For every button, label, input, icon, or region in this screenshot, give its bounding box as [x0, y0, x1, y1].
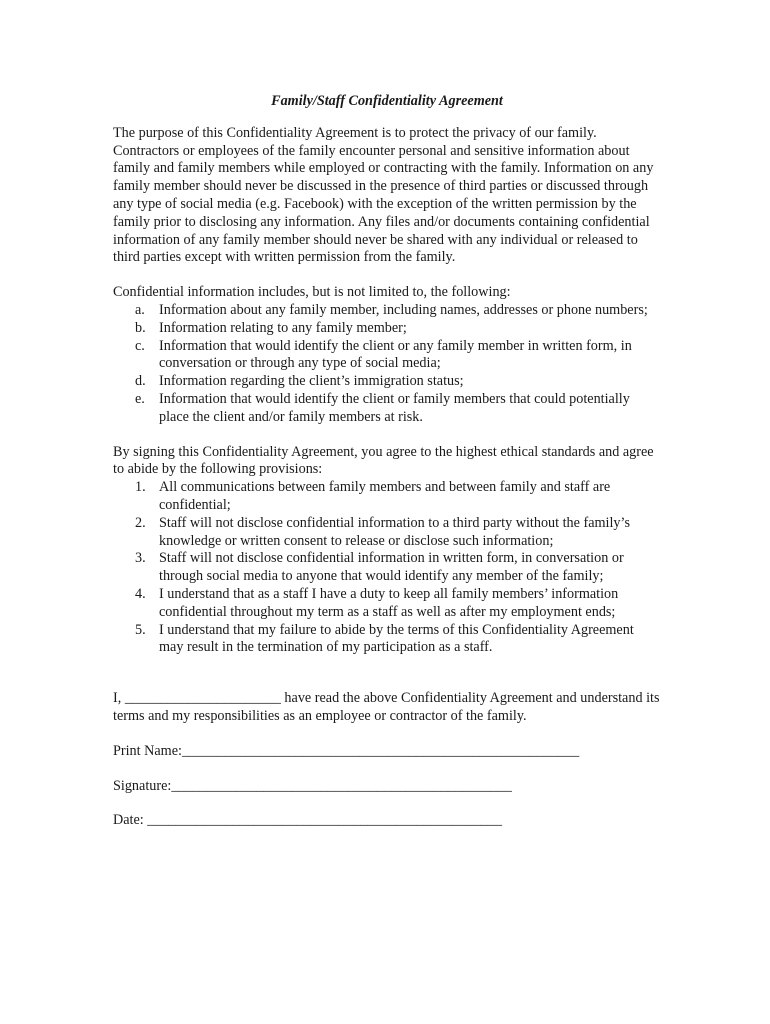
- print-name-field: Print Name:________________________________________________________: [113, 742, 580, 759]
- list-item-text: I understand that my failure to abide by the terms of this Confidentiality Agreement may result in the termination of my participation as a staff.: [159, 621, 634, 656]
- list-marker: 4.: [135, 585, 146, 602]
- list-marker: 3.: [135, 550, 146, 567]
- provisions-list: [113, 479, 661, 657]
- list-marker: a.: [135, 301, 145, 318]
- list-item-text: Information that would identify the client or any family member in written form, in conversation or through any type of social media;: [159, 337, 632, 372]
- list-item-text: Information about any family member, including names, addresses or phone numbers;: [159, 301, 648, 318]
- list-marker: 2.: [135, 514, 146, 531]
- purpose-paragraph: The purpose of this Confidentiality Agreement is to protect the privacy of our family. Contractors or employees of the family encounter personal and sensitive information about family and family members while employed or contracting with the family. Information on any family member should never be discussed in the presence of third parties or discussed through any type of social media (e.g. Facebook) with the exception of the written permission by the family prior to disclosing any information. Any files and/or documents containing confidential information of any family member should never be shared with any individual or released to third parties except with written permission from the family.: [113, 124, 654, 266]
- list-item-text: I understand that as a staff I have a duty to keep all family members’ information confidential throughout my term as a staff as well as after my employment ends;: [159, 585, 619, 620]
- list-item: [113, 302, 661, 320]
- list-item-text: Information relating to any family member;: [159, 319, 407, 336]
- list-marker: 5.: [135, 621, 146, 638]
- list-item-text: Information that would identify the client or family members that could potentially place the client and/or family members at risk.: [159, 390, 630, 425]
- acknowledgement-paragraph: I, ______________________ have read the above Confidentiality Agreement and understand its terms and my responsibilities as an employee or contractor of the family.: [113, 690, 660, 724]
- list-marker: e.: [135, 390, 145, 407]
- list-item: [113, 338, 661, 374]
- list-item: [113, 550, 661, 586]
- list-item: [113, 586, 661, 622]
- list-item-text: Staff will not disclose confidential information to a third party without the family’s knowledge or written consent to release or disclose such information;: [159, 514, 630, 549]
- confidential-items-list: [113, 302, 661, 427]
- list-item: [113, 320, 661, 338]
- list-item-text: Staff will not disclose confidential information in written form, in conversation or through social media to anyone that would identify any member of the family;: [159, 550, 624, 585]
- list-item: [113, 622, 661, 658]
- date-field: Date: __________________________________________________: [113, 812, 502, 829]
- list-item: [113, 391, 661, 427]
- list-marker: 1.: [135, 479, 146, 496]
- list-item: [113, 373, 661, 391]
- list-marker: b.: [135, 319, 146, 336]
- list-item-text: Information regarding the client’s immigration status;: [159, 373, 464, 390]
- confidential-intro: Confidential information includes, but is not limited to, the following:: [113, 284, 511, 301]
- document-page: [113, 93, 661, 847]
- document-title: Family/Staff Confidentiality Agreement: [271, 93, 503, 109]
- provisions-intro: By signing this Confidentiality Agreement, you agree to the highest ethical standards and agree to abide by the following provisions:: [113, 443, 654, 478]
- list-item-text: All communications between family members and between family and staff are confidential;: [159, 479, 611, 513]
- signature-field: Signature:________________________________________________: [113, 777, 512, 794]
- spacer: [113, 657, 661, 690]
- list-item: [113, 515, 661, 551]
- list-marker: c.: [135, 337, 145, 354]
- list-item: [113, 479, 661, 515]
- list-marker: d.: [135, 373, 146, 390]
